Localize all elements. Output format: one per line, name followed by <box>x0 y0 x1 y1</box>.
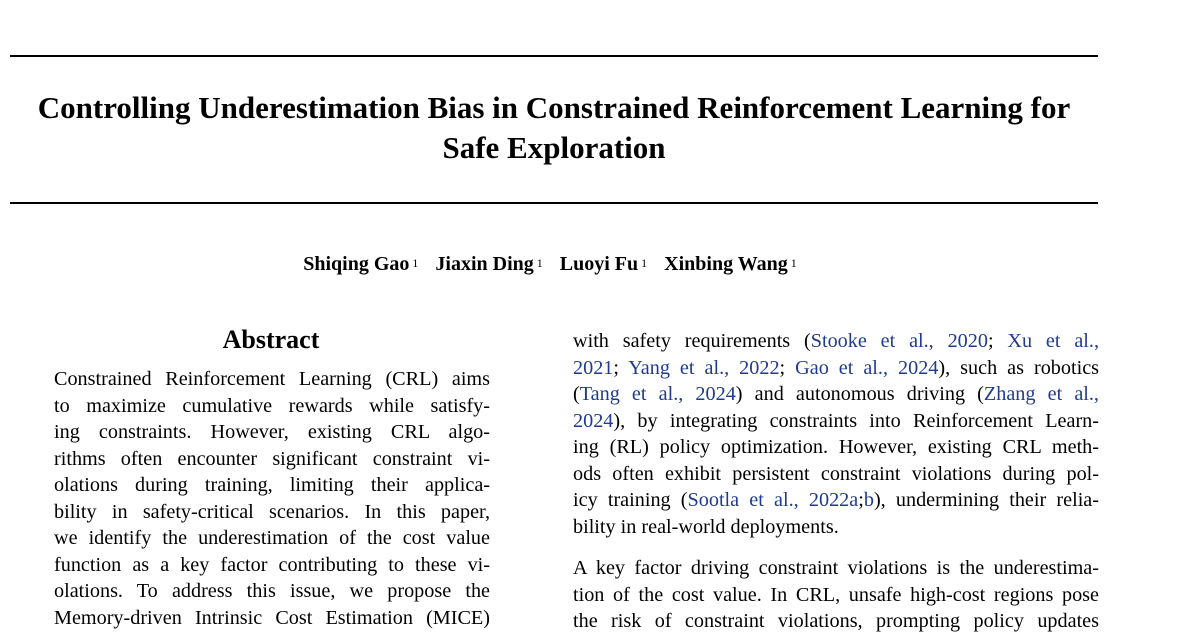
intro-paragraph-2 <box>573 555 1099 635</box>
author-list <box>0 250 1100 280</box>
intro-paragraph-1 <box>573 328 1099 540</box>
citation-link[interactable]: b <box>863 489 874 511</box>
abstract-line: olations. To address this issue, we propose the <box>54 580 490 602</box>
abstract-line: ing constraints. However, existing CRL algo- <box>54 421 490 443</box>
citation-link[interactable]: Xu et al., <box>1007 330 1099 352</box>
citation-link[interactable]: Yang et al., 2022 <box>628 356 780 379</box>
intro-line <box>573 381 1099 408</box>
citation-link[interactable]: Gao et al., 2024 <box>795 356 939 379</box>
abstract-body <box>54 366 490 631</box>
intro-text: ; <box>987 330 1008 352</box>
author-affiliation: 1 <box>536 256 543 270</box>
title-rule-bottom <box>10 202 1098 204</box>
citation-link[interactable]: Zhang et al., <box>983 383 1099 405</box>
paper-title-line-2: Safe Exploration <box>442 130 666 165</box>
intro-line <box>573 487 1099 514</box>
abstract-line: we identify the underestimation of the cost value <box>54 527 490 549</box>
intro-line: ing (RL) policy optimization. However, existing CRL meth- <box>573 436 1099 458</box>
intro-text: ), such as robotics <box>938 356 1100 379</box>
intro-line <box>573 328 1099 355</box>
title-rule-top <box>10 55 1098 57</box>
abstract-line: olations during training, limiting their applica- <box>54 474 490 496</box>
citation-link[interactable]: Stooke et al., 2020 <box>810 330 988 352</box>
citation-link[interactable]: 2021 <box>573 356 614 379</box>
intro-text: ), undermining their relia- <box>873 489 1099 511</box>
abstract-line: Memory-driven Intrinsic Cost Estimation (MICE) <box>54 606 490 629</box>
paper-title-line-1: Controlling Underestimation Bias in Constrained Reinforcement Learning for <box>37 90 1071 125</box>
intro-line: tion of the cost value. In CRL, unsafe high-cost regions pose <box>573 583 1099 606</box>
paper-title <box>10 88 1098 168</box>
intro-text: ; <box>779 356 796 379</box>
author <box>664 253 797 275</box>
author <box>435 253 542 275</box>
citation-link[interactable]: Sootla et al., 2022a <box>687 489 859 511</box>
author-affiliation: 1 <box>790 256 797 270</box>
abstract-line: rithms often encounter significant constraint vi- <box>54 447 490 470</box>
author-name: Shiqing Gao <box>303 253 410 275</box>
intro-line: bility in real-world deployments. <box>573 515 839 538</box>
intro-text: icy training ( <box>573 489 688 511</box>
abstract-line: function as a key factor contributing to these vi- <box>54 553 490 576</box>
author <box>303 253 418 275</box>
intro-line <box>573 355 1099 382</box>
intro-text: ) and autonomous driving ( <box>735 383 984 405</box>
author-affiliation: 1 <box>412 256 419 270</box>
abstract-line: to maximize cumulative rewards while satisfy- <box>54 394 490 417</box>
intro-text: ; <box>858 489 864 511</box>
abstract-line: bility in safety-critical scenarios. In this paper, <box>54 500 490 523</box>
abstract-heading: Abstract <box>222 325 320 354</box>
author-name: Jiaxin Ding <box>435 253 534 275</box>
intro-line: A key factor driving constraint violations is the underestima- <box>573 557 1099 579</box>
author-name: Xinbing Wang <box>664 253 788 275</box>
intro-line <box>573 408 1099 435</box>
intro-text: with safety requirements ( <box>573 330 811 352</box>
citation-link[interactable]: 2024 <box>573 409 614 432</box>
abstract-line: Constrained Reinforcement Learning (CRL) aims <box>54 368 490 390</box>
author-name: Luoyi Fu <box>559 253 639 275</box>
intro-text: ), by integrating constraints into Reinforcement Learn- <box>613 409 1099 432</box>
citation-link[interactable]: Tang et al., 2024 <box>579 383 736 405</box>
intro-line: ods often exhibit persistent constraint violations during pol- <box>573 462 1099 485</box>
author <box>560 253 647 275</box>
intro-line: the risk of constraint violations, prompting policy updates <box>573 610 1099 632</box>
intro-text: ; <box>613 356 629 379</box>
author-affiliation: 1 <box>641 256 648 270</box>
intro-text: ( <box>573 383 580 405</box>
